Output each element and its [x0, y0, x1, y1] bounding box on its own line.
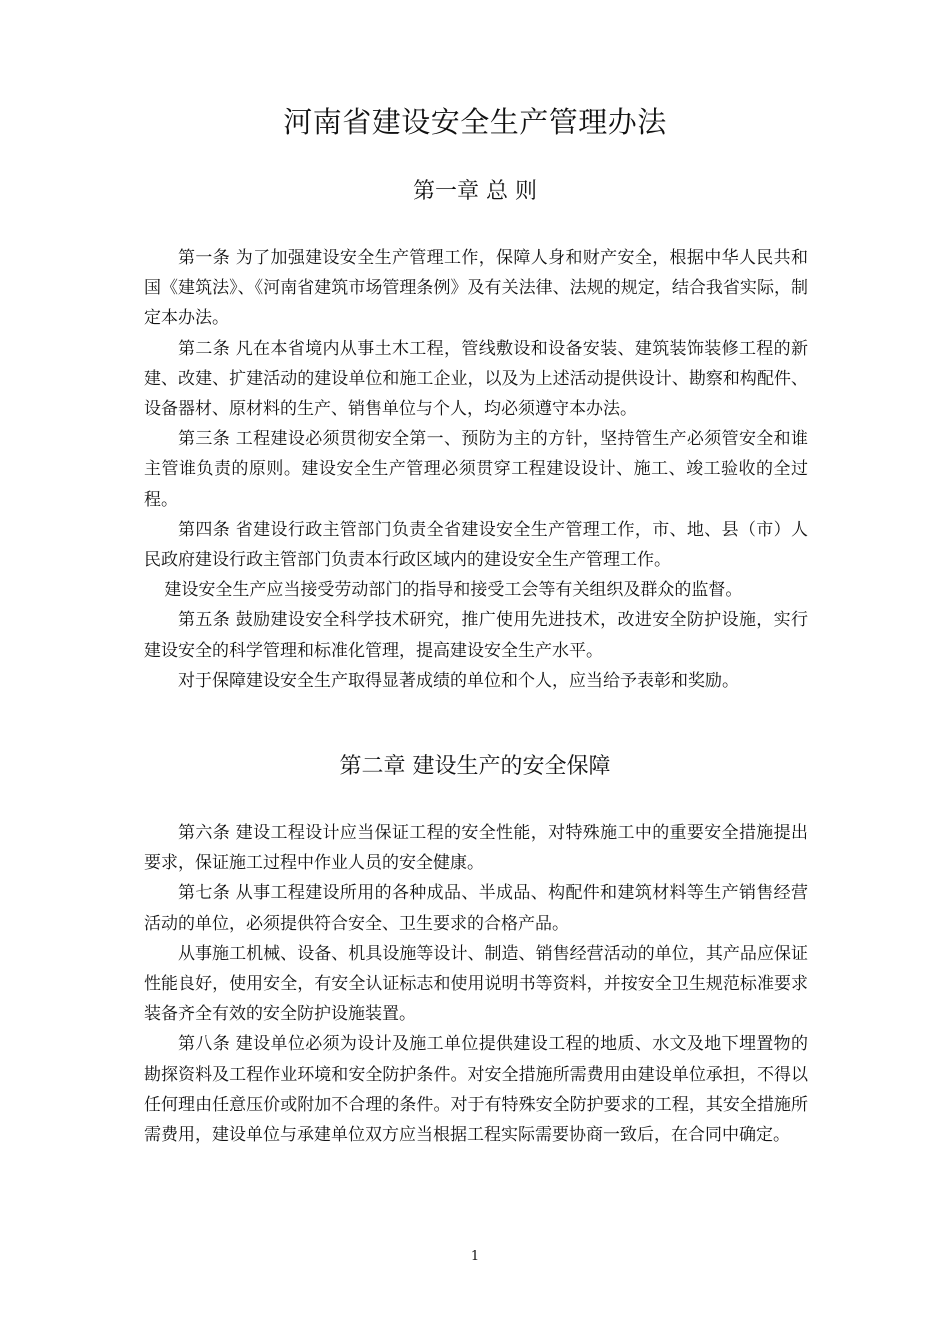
- article-4-paragraph: 第四条 省建设行政主管部门负责全省建设安全生产管理工作，市、地、县（市）人民政府建设行政主管部门负责本行政区域内的建设安全生产管理工作。: [144, 519, 808, 571]
- article-5-continuation-paragraph: 对于保障建设安全生产取得显著成绩的单位和个人，应当给予表彰和奖励。: [178, 670, 739, 691]
- article-4-continuation-paragraph: 建设安全生产应当接受劳动部门的指导和接受工会等有关组织及群众的监督。: [164, 580, 743, 601]
- article-7-paragraph: 第七条 从事工程建设所用的各种成品、半成品、构配件和建筑材料等生产销售经营活动的单位，必须提供符合安全、卫生要求的合格产品。: [144, 883, 808, 934]
- chapter-2-heading: 第二章 建设生产的安全保障: [339, 754, 611, 779]
- chapter-1-heading: 第一章 总 则: [413, 179, 537, 204]
- page-number: 1: [470, 1249, 480, 1264]
- chapter-1-body: [144, 243, 808, 696]
- chapter-2-body: [144, 818, 808, 1150]
- article-5-paragraph: 第五条 鼓励建设安全科学技术研究，推广使用先进技术，改进安全防护设施，实行建设安全的科学管理和标准化管理，提高建设安全生产水平。: [144, 610, 808, 661]
- article-7-continuation-paragraph: 从事施工机械、设备、机具设施等设计、制造、销售经营活动的单位，其产品应保证性能良好，使用安全，有安全认证标志和使用说明书等资料，并按安全卫生规范标准要求装备齐全有效的安全防护设施装置。: [144, 943, 808, 1025]
- article-3-paragraph: 第三条 工程建设必须贯彻安全第一、预防为主的方针，坚持管生产必须管安全和谁主管谁负责的原则。建设安全生产管理必须贯穿工程建设设计、施工、竣工验收的全过程。: [144, 429, 808, 510]
- article-6-paragraph: 第六条 建设工程设计应当保证工程的安全性能，对特殊施工中的重要安全措施提出要求，保证施工过程中作业人员的安全健康。: [144, 823, 808, 874]
- article-1-paragraph: 第一条 为了加强建设安全生产管理工作，保障人身和财产安全，根据中华人民共和国《建筑法》、《河南省建筑市场管理条例》及有关法律、法规的规定，结合我省实际，制定本办法。: [144, 248, 808, 329]
- article-8-paragraph: 第八条 建设单位必须为设计及施工单位提供建设工程的地质、水文及地下埋置物的勘探资料及工程作业环境和安全防护条件。对安全措施所需费用由建设单位承担，不得以任何理由任意压价或附加不合理的条件。对于有特殊安全防护要求的工程，其安全措施所需费用，建设单位与承建单位双方应当根据工程实际需要协商一致后，在合同中确定。: [144, 1034, 808, 1146]
- document-title: 河南省建设安全生产管理办法: [283, 105, 667, 139]
- article-2-paragraph: 第二条 凡在本省境内从事土木工程，管线敷设和设备安装、建筑装饰装修工程的新建、改建、扩建活动的建设单位和施工企业，以及为上述活动提供设计、勘察和构配件、设备器材、原材料的生产、销售单位与个人，均必须遵守本办法。: [144, 338, 808, 420]
